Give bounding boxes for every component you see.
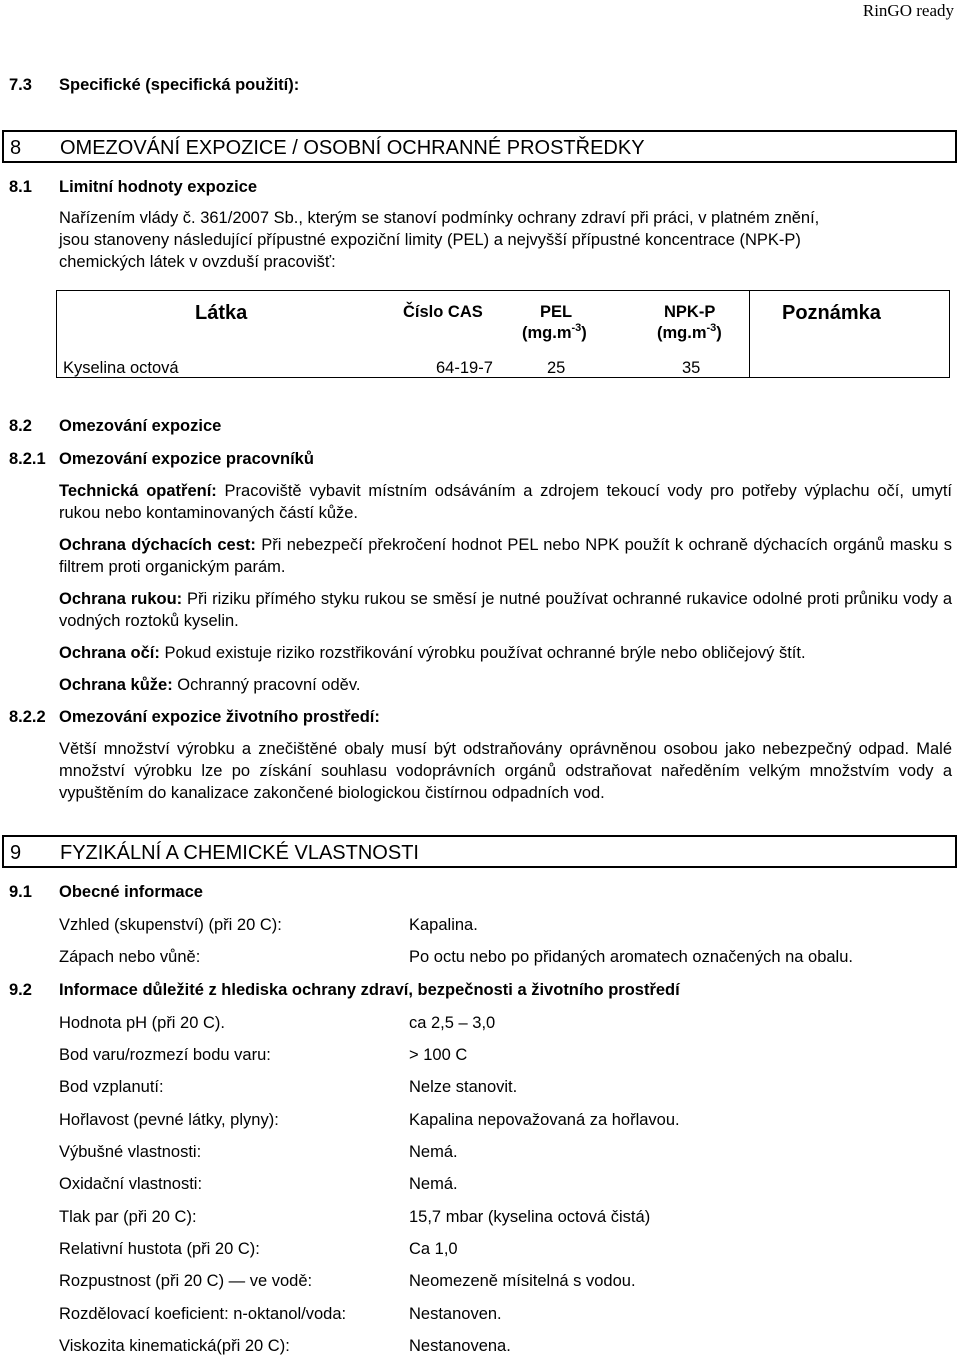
property-label: Bod vzplanutí:: [59, 1078, 164, 1096]
technical-measures-paragraph: [59, 480, 952, 524]
section-8-heading: [2, 130, 957, 163]
respiratory-protection-label: Ochrana dýchacích cest:: [59, 536, 256, 554]
environmental-exposure-paragraph: [59, 738, 952, 804]
section-9-number: 9: [10, 842, 22, 864]
section-9-2-number: 9.2: [9, 981, 32, 999]
hand-protection-paragraph: [59, 588, 952, 632]
skin-protection-paragraph: [59, 674, 952, 696]
hand-protection-label: Ochrana rukou:: [59, 590, 183, 608]
property-value: Nestanoven.: [409, 1305, 502, 1323]
intro-line-3: chemických látek v ovzduší pracovišť:: [59, 253, 336, 271]
row-cas-cell: 64-19-7: [436, 359, 493, 377]
section-9-2-title: Informace důležité z hlediska ochrany zdraví, bezpečnosti a životního prostředí: [59, 981, 680, 999]
intro-line-2: jsou stanoveny následující přípustné expoziční limity (PEL) a nejvyšší přípustné koncentrace (NPK-P): [59, 231, 801, 249]
running-header: RinGO ready: [862, 1, 954, 20]
property-value: Nemá.: [409, 1175, 458, 1193]
property-value: Kapalina.: [409, 916, 478, 934]
property-label: Hořlavost (pevné látky, plyny):: [59, 1111, 279, 1129]
row-substance-cell: Kyselina octová: [63, 359, 179, 377]
property-label: Oxidační vlastnosti:: [59, 1175, 203, 1193]
eye-protection-paragraph: [59, 642, 952, 664]
property-value: Nelze stanovit.: [409, 1078, 518, 1096]
respiratory-protection-paragraph: [59, 534, 952, 578]
property-value: Neomezeně mísitelná s vodou.: [409, 1272, 636, 1290]
property-value: 15,7 mbar (kyselina octová čistá): [409, 1208, 651, 1226]
col-note-header: Poznámka: [782, 302, 881, 324]
property-value: ca 2,5 – 3,0: [409, 1014, 496, 1032]
property-value: > 100 C: [409, 1046, 468, 1064]
section-8-2-1-title: Omezování expozice pracovníků: [59, 450, 314, 468]
col-cas-header: Číslo CAS: [403, 303, 483, 321]
skin-protection-label: Ochrana kůže:: [59, 676, 173, 694]
eye-protection-label: Ochrana očí:: [59, 644, 160, 662]
section-7-3-number: 7.3: [9, 76, 32, 94]
col-substance-header: Látka: [195, 302, 248, 324]
row-npk-cell: 35: [682, 359, 701, 377]
section-9-heading: [2, 835, 957, 868]
property-value: Nestanovena.: [409, 1337, 511, 1355]
section-9-1-number: 9.1: [9, 883, 32, 901]
section-9-1-title: Obecné informace: [59, 883, 203, 901]
property-label: Hodnota pH (při 20 C).: [59, 1014, 225, 1032]
property-label: Zápach nebo vůně:: [59, 948, 201, 966]
skin-protection-text: Ochranný pracovní oděv.: [172, 676, 361, 694]
property-label: Rozpustnost (při 20 C) — ve vodě:: [59, 1272, 313, 1290]
property-label: Viskozita kinematická(při 20 C):: [59, 1337, 290, 1355]
intro-line-1: Nařízením vlády č. 361/2007 Sb., kterým se stanoví podmínky ochrany zdraví při práci, v platném znění,: [59, 209, 820, 227]
row-pel-cell: 25: [547, 359, 566, 377]
section-8-2-1-number: 8.2.1: [9, 450, 46, 468]
technical-measures-label: Technická opatření:: [59, 482, 217, 500]
property-label: Bod varu/rozmezí bodu varu:: [59, 1046, 271, 1064]
section-8-2-2-number: 8.2.2: [9, 708, 46, 726]
technical-measures-text: Pracoviště vybavit místním odsáváním a zdrojem tekoucí vody pro potřeby výplachu očí, umytí rukou nebo kontaminovaných částí kůže.: [59, 482, 952, 522]
respiratory-protection-text: Při nebezpečí překročení hodnot PEL nebo NPK použít k ochraně dýchacích orgánů masku s filtrem proti organickým parám.: [59, 536, 952, 576]
table-note-divider: [749, 290, 750, 378]
section-8-number: 8: [10, 137, 22, 159]
section-8-1-intro: [59, 207, 954, 273]
section-8-1-number: 8.1: [9, 178, 32, 196]
property-value: Ca 1,0: [409, 1240, 458, 1258]
section-7-3-title: Specifické (specifická použití):: [59, 76, 300, 94]
section-9-title: FYZIKÁLNÍ A CHEMICKÉ VLASTNOSTI: [60, 842, 419, 864]
property-label: Rozdělovací koeficient: n-oktanol/voda:: [59, 1305, 347, 1323]
section-8-1-title: Limitní hodnoty expozice: [59, 178, 258, 196]
section-8-2-title: Omezování expozice: [59, 417, 222, 435]
property-label: Výbušné vlastnosti:: [59, 1143, 202, 1161]
property-value: Nemá.: [409, 1143, 458, 1161]
eye-protection-text: Pokud existuje riziko rozstřikování výrobku používat ochranné brýle nebo obličejový štít.: [159, 644, 806, 662]
property-label: Vzhled (skupenství) (při 20 C):: [59, 916, 282, 934]
property-value: Kapalina nepovažovaná za hořlavou.: [409, 1111, 680, 1129]
col-npk-header: NPK-P: [664, 303, 716, 321]
property-value: Po octu nebo po přidaných aromatech označených na obalu.: [409, 948, 853, 966]
col-npk-unit: $(mg.m^{-3})$: [657, 322, 722, 342]
section-8-title: OMEZOVÁNÍ EXPOZICE / OSOBNÍ OCHRANNÉ PROSTŘEDKY: [60, 137, 645, 159]
section-8-2-2-title: Omezování expozice životního prostředí:: [59, 708, 380, 726]
section-8-2-number: 8.2: [9, 417, 32, 435]
col-pel-unit: $(mg.m^{-3})$: [522, 322, 587, 342]
col-pel-header: PEL: [540, 303, 573, 321]
environmental-exposure-text: Větší množství výrobku a znečištěné obaly musí být odstraňovány oprávněnou osobou jako nebezpečný odpad. Malé množství výrobku lze po získání souhlasu vodoprávních orgánů odstraňovat naředěním velkým množstvím vody a vypuštěním do kanalizace zakončené biologickou čistírnou odpadních vod.: [59, 740, 952, 802]
property-label: Relativní hustota (při 20 C):: [59, 1240, 260, 1258]
hand-protection-text: Při riziku přímého styku rukou se směsí je nutné používat ochranné rukavice odolné proti průniku vody a vodných roztoků kyselin.: [59, 590, 953, 630]
property-label: Tlak par (při 20 C):: [59, 1208, 197, 1226]
